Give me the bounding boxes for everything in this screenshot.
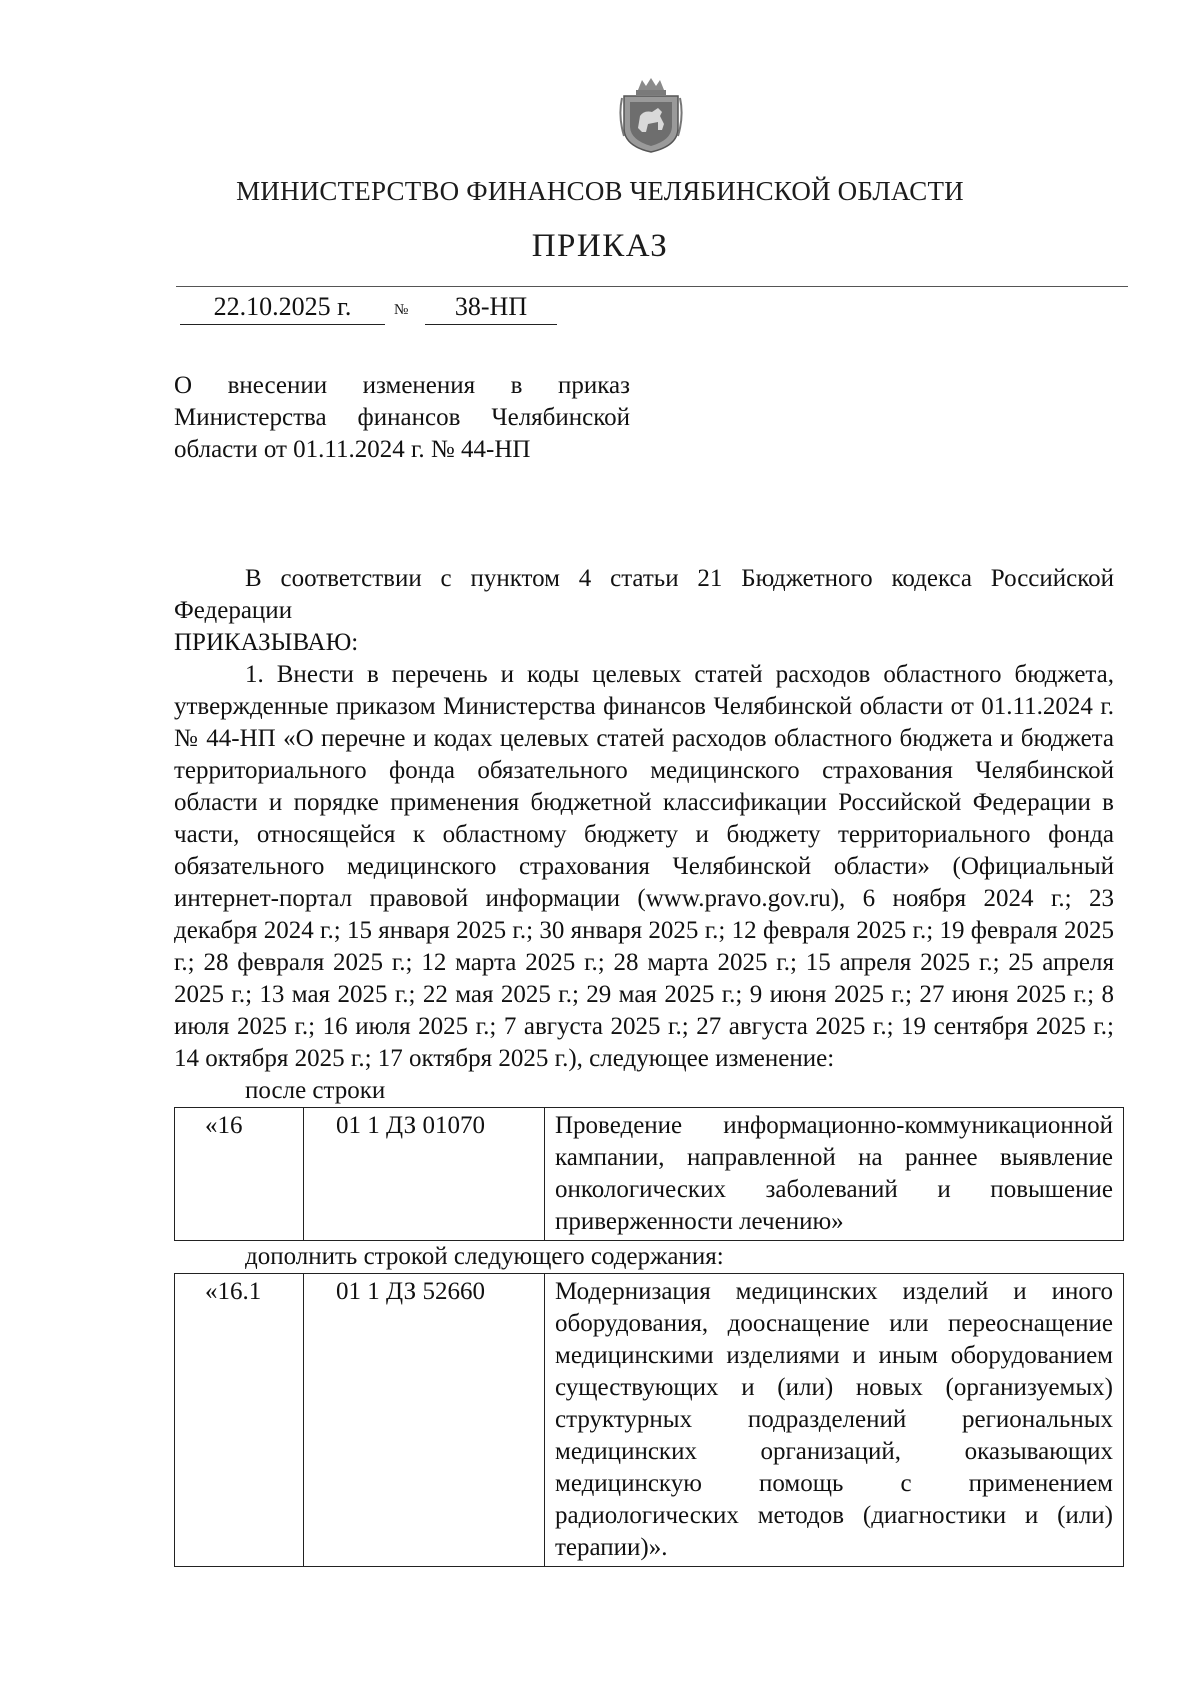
table-row [175, 1274, 1124, 1567]
table-row [175, 1108, 1124, 1241]
add-row-label: дополнить строкой следующего содержания: [245, 1243, 724, 1270]
row-text: Модернизация медицинских изделий и иного оборудования, дооснащение или переоснащение медицинскими изделиями и иным оборудованием существующих и (или) новых (организуемых) структурных подразделений региональных медицинских организаций, оказывающих медицинскую помощь с применением радиологических методов (диагностики и (или) терапии)». [545, 1274, 1124, 1567]
chelyabinsk-region-coat-of-arms-icon [618, 76, 684, 154]
preamble: В соответствии с пунктом 4 статьи 21 Бюджетного кодекса Российской Федерации [174, 565, 1114, 624]
order-body [174, 563, 1114, 1567]
ministry-name: МИНИСТЕРСТВО ФИНАНСОВ ЧЕЛЯБИНСКОЙ ОБЛАСТИ [236, 176, 964, 206]
row-number: «16.1 [175, 1274, 304, 1567]
order-date: 22.10.2025 г. [180, 292, 385, 325]
row-number: «16 [175, 1108, 304, 1241]
existing-row-table [174, 1107, 1124, 1241]
new-row-table [174, 1273, 1124, 1567]
number-sign: № [394, 302, 409, 318]
order-number: 38-НП [425, 292, 557, 325]
header-divider [176, 286, 1128, 287]
document-type-title: ПРИКАЗ [531, 228, 669, 264]
item-1: 1. Внести в перечень и коды целевых статей расходов областного бюджета, утвержденные приказом Министерства финансов Челябинской области от 01.11.2024 г. № 44-НП «О перечне и кодах целевых статей расходов областного бюджета и бюджета территориального фонда обязательного медицинского страхования Челябинской области и порядке применения бюджетной классификации Российской Федерации в части, относящейся к областному бюджету и бюджету территориального фонда обязательного медицинского страхования Челябинской области» (Официальный интернет-портал правовой информации (www.pravo.gov.ru), 6 ноября 2024 г.; 23 декабря 2024 г.; 15 января 2025 г.; 30 января 2025 г.; 12 февраля 2025 г.; 19 февраля 2025 г.; 28 февраля 2025 г.; 12 марта 2025 г.; 28 марта 2025 г.; 15 апреля 2025 г.; 25 апреля 2025 г.; 13 мая 2025 г.; 22 мая 2025 г.; 29 мая 2025 г.; 9 июня 2025 г.; 27 июня 2025 г.; 8 июля 2025 г.; 16 июля 2025 г.; 7 августа 2025 г.; 27 августа 2025 г.; 19 сентября 2025 г.; 14 октября 2025 г.; 17 октября 2025 г.), следующее изменение: [174, 661, 1114, 1072]
row-code: 01 1 ДЗ 52660 [304, 1274, 545, 1567]
row-code: 01 1 ДЗ 01070 [304, 1108, 545, 1241]
row-text: Проведение информационно-коммуникационной кампании, направленной на раннее выявление онкологических заболеваний и повышение приверженности лечению» [545, 1108, 1124, 1241]
after-row-label: после строки [245, 1077, 386, 1104]
order-subject: О внесении изменения в приказ Министерства финансов Челябинской области от 01.11.2024 г. № 44-НП [174, 372, 630, 463]
order-word: ПРИКАЗЫВАЮ: [174, 629, 359, 656]
